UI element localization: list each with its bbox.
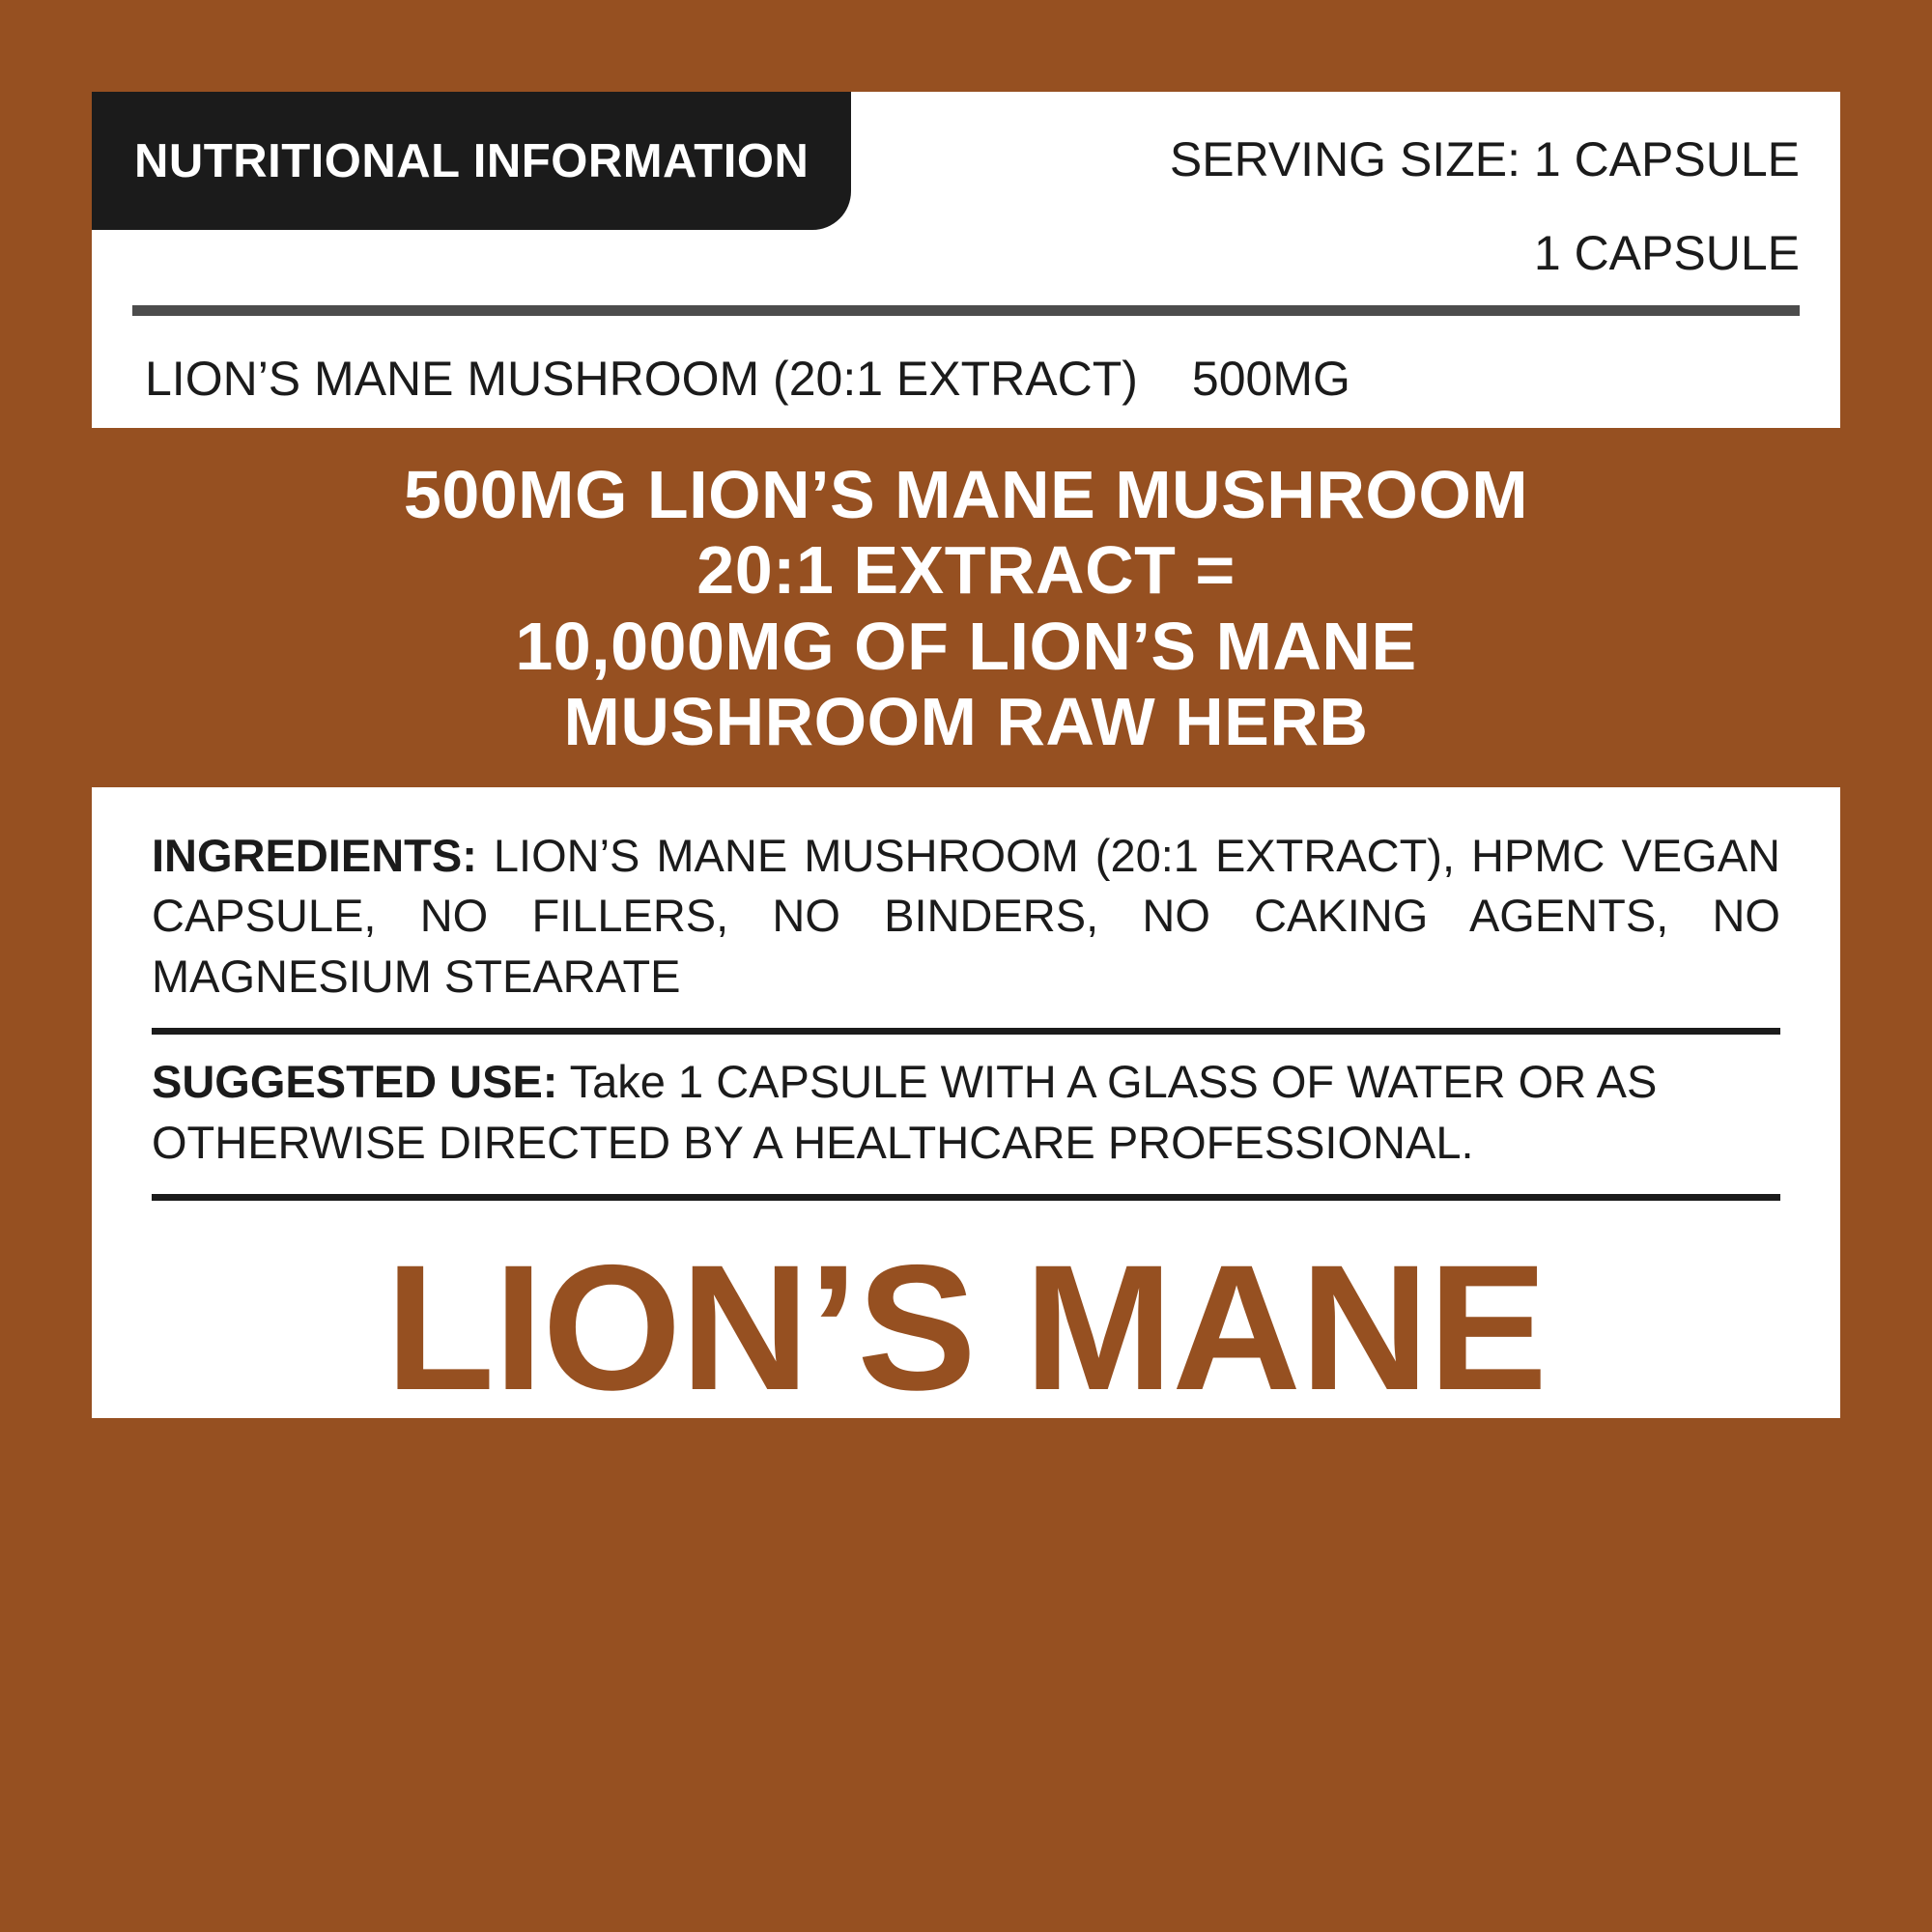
nutrition-row-name: LION’S MANE MUSHROOM (20:1 EXTRACT) — [145, 352, 1138, 406]
divider-thick — [132, 305, 1800, 316]
suggested-use-label: SUGGESTED USE: — [152, 1056, 558, 1108]
headline-line-2: 20:1 EXTRACT = — [696, 532, 1236, 609]
serving-block — [851, 92, 1840, 278]
serving-size-text: SERVING SIZE: 1 CAPSULE — [1169, 132, 1800, 186]
divider-thin-top — [152, 1028, 1780, 1035]
nutrition-panel — [92, 92, 1840, 428]
headline-line-4: MUSHROOM RAW HERB — [563, 684, 1369, 760]
suggested-use-text: Take 1 CAPSULE WITH A GLASS OF WATER OR AS OTHERWISE DIRECTED BY A HEALTHCARE PROFESSIONAL. — [152, 1056, 1658, 1168]
nutrition-row-amount: 500MG — [1191, 352, 1350, 406]
headline-line-1: 500MG LION’S MANE MUSHROOM — [403, 457, 1529, 532]
suggested-use-paragraph — [152, 1052, 1780, 1173]
nutrition-header-row — [92, 92, 1840, 278]
headline-block — [92, 428, 1840, 787]
divider-thin-bottom — [152, 1194, 1780, 1201]
headline-line-3: 10,000MG OF LION’S MANE — [515, 608, 1417, 684]
servings-per-container-text: 1 CAPSULE — [1533, 225, 1800, 280]
ingredients-label: INGREDIENTS: — [152, 829, 477, 881]
nutritional-information-title: NUTRITIONAL INFORMATION — [92, 92, 851, 230]
ingredients-text: LION’S MANE MUSHROOM (20:1 EXTRACT), HPMC VEGAN CAPSULE, NO FILLERS, NO BINDERS, NO CAKING AGENTS, NO MAGNESIUM STEARATE — [152, 829, 1780, 1002]
details-panel — [92, 787, 1840, 1429]
ingredients-paragraph — [152, 826, 1780, 1008]
nutrition-row — [145, 351, 1800, 407]
brand-name: LION’S MANE — [385, 1229, 1547, 1429]
